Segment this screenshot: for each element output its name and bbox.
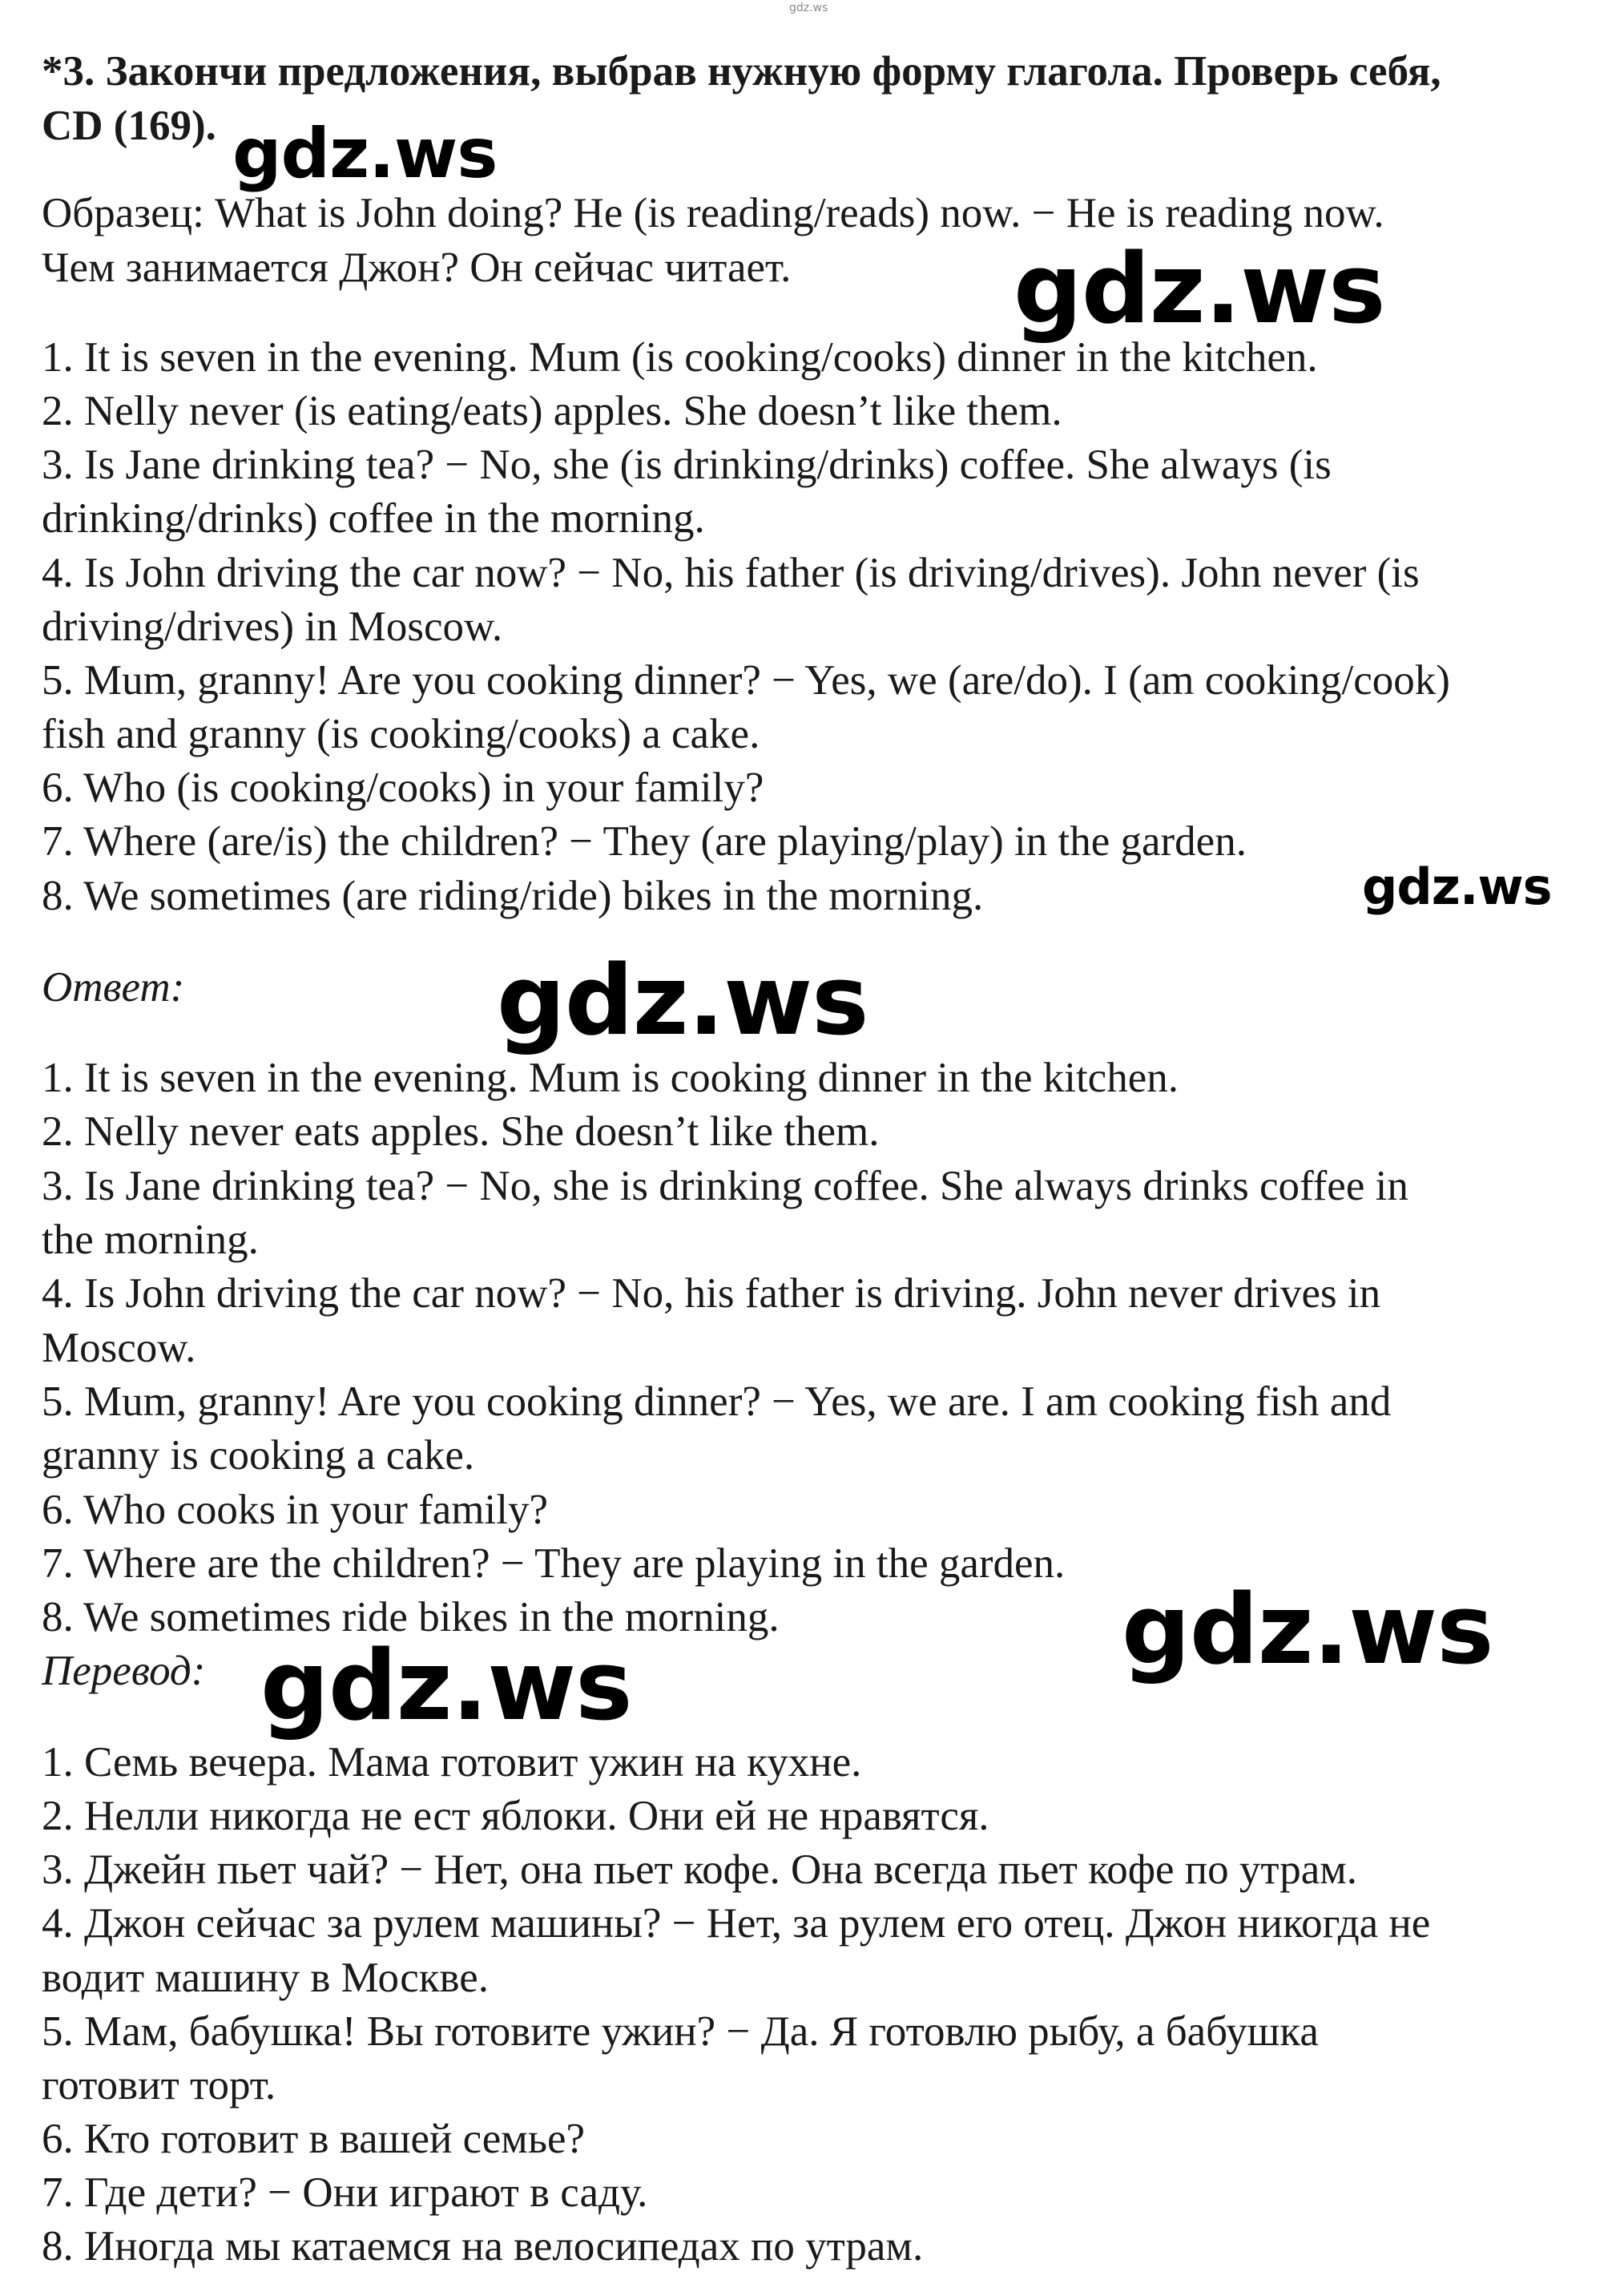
- answer-line-9: 6. Who cooks in your family?: [42, 1487, 548, 1533]
- translation-line-7: готовит торт.: [42, 2062, 276, 2108]
- task-line-7: 5. Mum, granny! Are you cooking dinner? − Yes, we (are/do). I (am cooking/cook): [42, 657, 1450, 704]
- answer-line-3: 3. Is Jane drinking tea? − No, she is drinking coffee. She always drinks coffee in: [42, 1163, 1408, 1209]
- task-line-9: 6. Who (is cooking/cooks) in your family?: [42, 765, 764, 811]
- translation-line-1: 1. Семь вечера. Мама готовит ужин на кухне.: [42, 1739, 862, 1786]
- answer-line-1: 1. It is seven in the evening. Mum is cooking dinner in the kitchen.: [42, 1055, 1179, 1101]
- answer-line-10: 7. Where are the children? − They are playing in the garden.: [42, 1540, 1066, 1587]
- task-line-6: driving/drives) in Moscow.: [42, 603, 503, 650]
- example-line-2: Чем занимается Джон? Он сейчас читает.: [42, 244, 792, 291]
- answer-line-2: 2. Nelly never eats apples. She doesn’t like them.: [42, 1108, 880, 1155]
- translation-line-9: 7. Где дети? − Они играют в саду.: [42, 2169, 648, 2216]
- watermark-4: gdz.ws: [497, 946, 868, 1057]
- task-line-5: 4. Is John driving the car now? − No, his father (is driving/drives). John never (is: [42, 550, 1420, 596]
- watermark-3: gdz.ws: [1362, 857, 1552, 916]
- watermark-1: gdz.ws: [232, 114, 498, 194]
- task-heading-line-1: *3. Закончи предложения, выбрав нужную форму глагола. Проверь себя,: [42, 48, 1441, 95]
- task-line-10: 7. Where (are/is) the children? − They (are playing/play) in the garden.: [42, 818, 1247, 865]
- translation-line-3: 3. Джейн пьет чай? − Нет, она пьет кофе. Она всегда пьет кофе по утрам.: [42, 1846, 1358, 1893]
- answer-line-5: 4. Is John driving the car now? − No, his father is driving. John never drives in: [42, 1270, 1381, 1317]
- task-line-2: 2. Nelly never (is eating/eats) apples. She doesn’t like them.: [42, 388, 1062, 434]
- watermark-5: gdz.ws: [1122, 1575, 1493, 1686]
- translation-line-4: 4. Джон сейчас за рулем машины? − Нет, за рулем его отец. Джон никогда не: [42, 1900, 1431, 1947]
- task-line-1: 1. It is seven in the evening. Mum (is cooking/cooks) dinner in the kitchen.: [42, 334, 1318, 381]
- translation-line-6: 5. Мам, бабушка! Вы готовите ужин? − Да. Я готовлю рыбу, а бабушка: [42, 2008, 1319, 2055]
- task-line-3: 3. Is Jane drinking tea? − No, she (is drinking/drinks) coffee. She always (is: [42, 442, 1332, 488]
- answer-line-4: the morning.: [42, 1217, 259, 1263]
- watermark-6: gdz.ws: [260, 1631, 632, 1742]
- answer-label: Ответ:: [42, 964, 185, 1011]
- task-line-8: fish and granny (is cooking/cooks) a cake.: [42, 711, 760, 757]
- translation-line-2: 2. Нелли никогда не ест яблоки. Они ей не нравятся.: [42, 1793, 989, 1839]
- translation-label: Перевод:: [42, 1648, 206, 1694]
- task-line-11: 8. We sometimes (are riding/ride) bikes in the morning.: [42, 873, 984, 919]
- answer-line-11: 8. We sometimes ride bikes in the morning.: [42, 1594, 780, 1640]
- task-heading-line-2: CD (169).: [42, 103, 216, 149]
- answer-line-7: 5. Mum, granny! Are you cooking dinner? − Yes, we are. I am cooking fish and: [42, 1378, 1392, 1425]
- translation-line-5: водит машину в Москве.: [42, 1955, 490, 2001]
- translation-line-8: 6. Кто готовит в вашей семье?: [42, 2116, 586, 2162]
- answer-line-8: granny is cooking a cake.: [42, 1432, 475, 1479]
- translation-line-10: 8. Иногда мы катаемся на велосипедах по утрам.: [42, 2223, 924, 2270]
- answer-line-6: Moscow.: [42, 1325, 196, 1371]
- watermark-top: gdz.ws: [789, 2, 828, 14]
- task-line-4: drinking/drinks) coffee in the morning.: [42, 495, 705, 542]
- watermark-2: gdz.ws: [1013, 234, 1385, 345]
- example-line-1: Образец: What is John doing? He (is reading/reads) now. − He is reading now.: [42, 190, 1384, 236]
